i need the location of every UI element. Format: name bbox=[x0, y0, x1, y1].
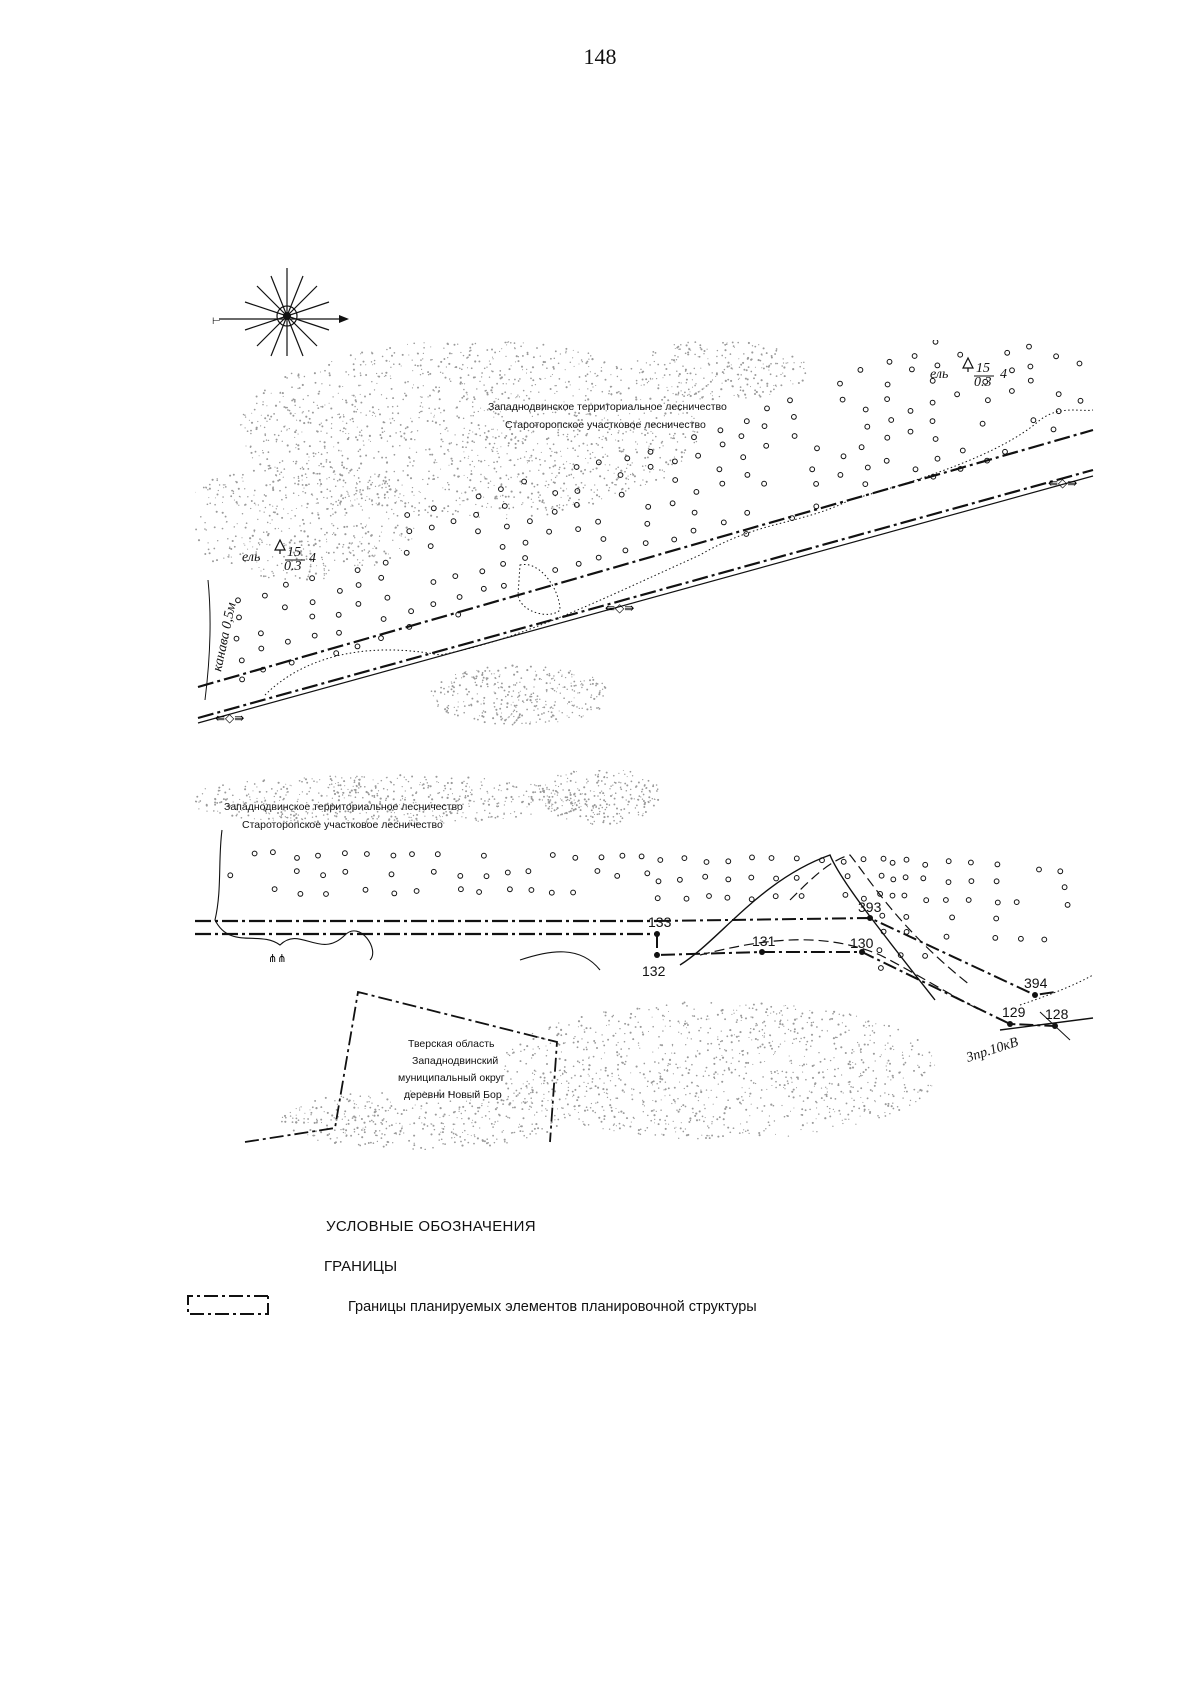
boundary-point bbox=[648, 914, 672, 937]
page-number: 148 bbox=[583, 44, 617, 69]
stand-label-left bbox=[242, 540, 316, 574]
stream-line bbox=[215, 830, 373, 960]
ditch-label: канава 0,5м bbox=[210, 601, 240, 673]
boundary-line-upper-north bbox=[198, 430, 1093, 687]
tree-symbol-icon bbox=[275, 540, 285, 554]
road-curve bbox=[680, 855, 935, 1000]
forestry-label-lower-2: Староторопское участковое лесничество bbox=[242, 819, 443, 831]
stream-line-2 bbox=[520, 952, 600, 970]
settlement-boundary bbox=[245, 992, 557, 1142]
legend-item-label: Границы планируемых элементов планировочной структуры bbox=[348, 1299, 757, 1315]
lower-map-section bbox=[195, 801, 1093, 1142]
upper-map-section bbox=[198, 358, 1093, 725]
compass-rose-icon bbox=[212, 268, 349, 356]
forestry-label-lower-1: Западнодвинское территориальное лесничество bbox=[224, 801, 463, 813]
region-label-1: Тверская область bbox=[408, 1038, 495, 1050]
boundary-line-lower-northeast bbox=[657, 918, 1055, 995]
stipple-texture-upper bbox=[180, 341, 806, 725]
forest-circles-upper bbox=[234, 286, 1083, 682]
region-label-2: Западнодвинский bbox=[412, 1055, 499, 1067]
tree-symbol-icon bbox=[963, 358, 973, 372]
road-edge-upper bbox=[198, 476, 1093, 723]
boundary-point bbox=[642, 952, 666, 979]
region-label-4: деревни Новый Бор bbox=[404, 1089, 502, 1101]
forestry-label-upper-2: Староторопское участковое лесничество bbox=[505, 419, 706, 431]
stand-label-right bbox=[930, 358, 1007, 390]
power-line-label: 3пр.10кВ bbox=[964, 1034, 1021, 1066]
vegetation-contour bbox=[265, 410, 1093, 695]
ditch-line bbox=[205, 580, 210, 700]
region-label-3: муниципальный округ bbox=[398, 1072, 505, 1084]
legend-boundary-symbol bbox=[186, 1292, 270, 1318]
forestry-label-upper-1: Западнодвинское территориальное лесничество bbox=[488, 401, 727, 413]
legend-subtitle: ГРАНИЦЫ bbox=[324, 1258, 398, 1275]
legend-title: УСЛОВНЫЕ ОБОЗНАЧЕНИЯ bbox=[326, 1218, 536, 1235]
boundary-point bbox=[850, 935, 874, 955]
